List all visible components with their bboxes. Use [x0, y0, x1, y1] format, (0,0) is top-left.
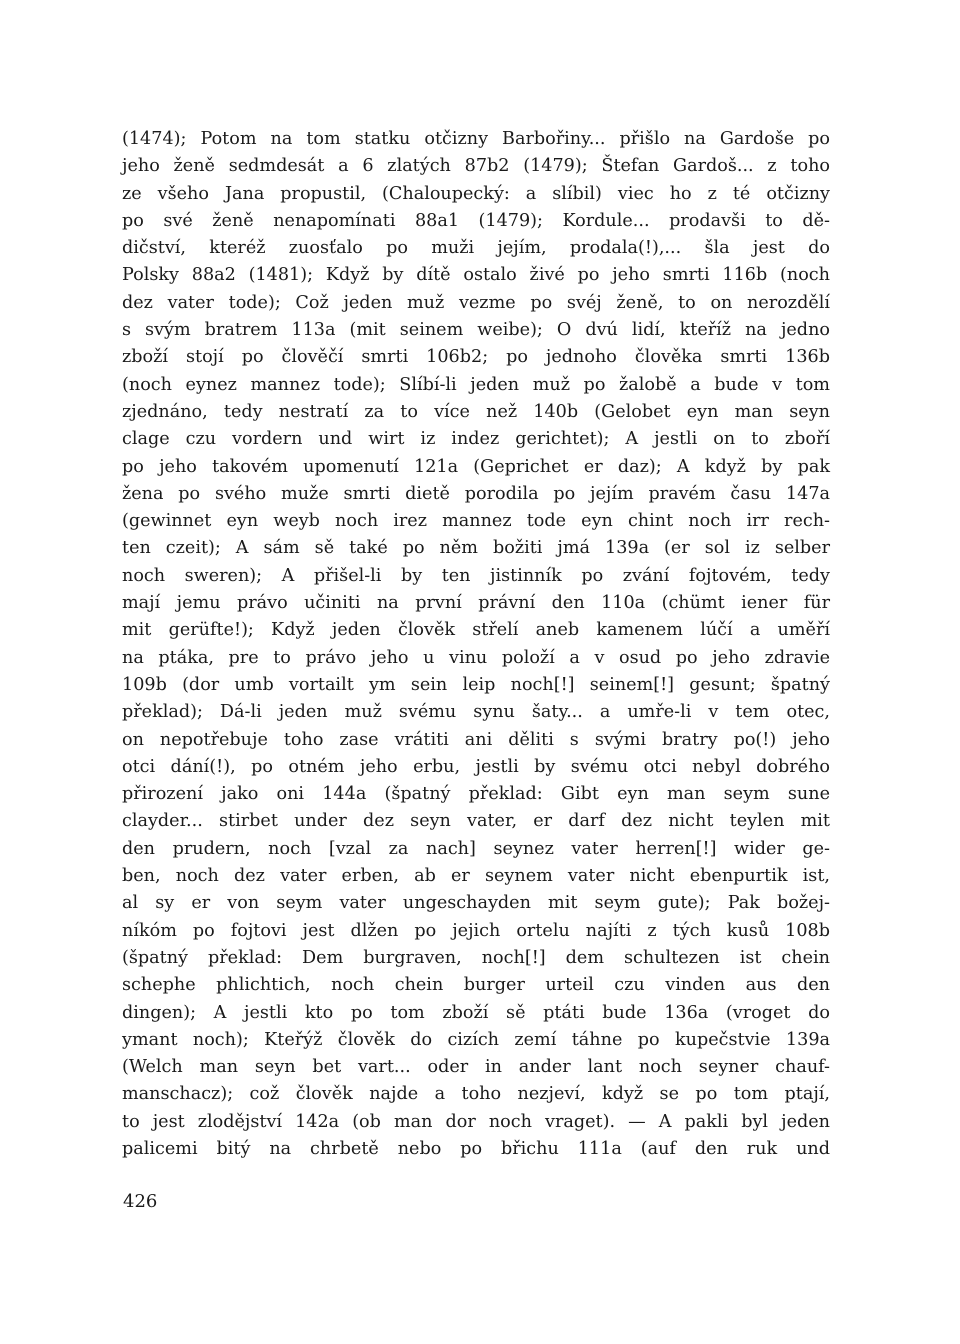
- text-line: (Welch man seyn bet vart... oder in ander lant noch seyner chauf-: [122, 1057, 830, 1078]
- text-line: ten czeit); A sám sě také po něm božiti jmá 139a (er sol iz selber: [122, 538, 830, 559]
- text-line: to jest zlodějství 142a (ob man dor noch vraget). — A pakli byl jeden: [122, 1111, 830, 1132]
- text-line: clayder... stirbet under dez seyn vater, er darf dez nicht teylen mit: [122, 811, 830, 832]
- text-line: jeho ženě sedmdesát a 6 zlatých 87b2 (1479); Štefan Gardoš... z toho: [122, 156, 830, 177]
- text-line: mit gerüfte!); Když jeden člověk střelí aneb kamenem lúčí a uměří: [122, 620, 830, 641]
- text-line: po své ženě nenapomínati 88a1 (1479); Kordule... prodavši to dě-: [122, 210, 830, 231]
- text-line: dičství, kteréž zuosťalo po muži jejím, prodala(!),... šla jest do: [122, 238, 830, 259]
- text-line: al sy er von seym vater ungeschayden mit seym gute); Pak božej-: [122, 893, 830, 914]
- text-line: (1474); Potom na tom statku otčizny Barbořiny... přišlo na Gardoše po: [122, 129, 830, 149]
- text-line: noch sweren); A přišel-li by ten jistinník po zvání fojtovém, tedy: [122, 565, 830, 586]
- text-line: mají jemu právo učiniti na první právní den 110a (chümt iener für: [122, 593, 830, 614]
- text-line: s svým bratrem 113a (mit seinem weibe); O dvú lidí, kteříž na jedno: [122, 320, 830, 341]
- text-line: (noch eynez mannez tode); Slíbí-li jeden muž po žalobě a bude v tom: [122, 374, 830, 395]
- text-line: den prudern, noch [vzal za nach] seynez vater herren[!] wider ge-: [122, 838, 830, 859]
- text-line: (špatný překlad: Dem burgraven, noch[!] dem schultezen ist chein: [122, 947, 830, 968]
- page-number: 426: [123, 1191, 158, 1212]
- text-line: překlad); Dá-li jeden muž svému synu šaty... a umře-li v tem otec,: [122, 702, 830, 723]
- text-line: palicemi bitý na chrbetě nebo po břichu 111a (auf den ruk und: [122, 1138, 830, 1159]
- text-line: ben, noch dez vater erben, ab er seynem vater nicht ebenpurtik ist,: [122, 866, 830, 887]
- text-line: níkóm po fojtovi jest dlžen po jejich ortelu najíti z tých kusů 108b: [122, 920, 830, 941]
- text-line: přirození jako oni 144a (špatný překlad: Gibt eyn man seym sune: [122, 784, 830, 805]
- text-line: na ptáka, pre to právo jeho u vinu položí a v osud po jeho zdravie: [122, 647, 830, 668]
- text-line: on nepotřebuje toho zase vrátiti ani děliti s svými bratry po(!) jeho: [122, 729, 830, 750]
- text-line: clage czu vordern und wirt iz indez gerichtet); A jestli on to zboří: [122, 429, 830, 450]
- text-line: schephe phlichtich, noch chein burger urteil czu vinden aus den: [122, 975, 830, 996]
- body-text: [122, 126, 830, 1163]
- text-line: ze všeho Jana propustil, (Chaloupecký: a slíbil) viec ho z té otčizny: [122, 183, 830, 204]
- text-line: 109b (dor umb vortailt ym sein leip noch[!] seinem[!] gesunt; špatný: [122, 674, 830, 695]
- text-line: dingen); A jestli kto po tom zboží sě ptáti bude 136a (vroget do: [122, 1002, 830, 1023]
- text-line: zjednáno, tedy nestratí za to více než 140b (Gelobet eyn man seyn: [122, 401, 830, 422]
- text-line: (gewinnet eyn weyb noch irez mannez tode eyn chint noch irr rech-: [122, 511, 830, 532]
- text-line: zboží stojí po člověčí smrti 106b2; po jednoho člověka smrti 136b: [122, 347, 830, 368]
- text-line: otci dání(!), po otném jeho erbu, jestli by svému otci nebyl dobrého: [122, 756, 830, 777]
- text-line: ymant noch); Kteřýž člověk do cizích zemí táhne po kupečstvie 139a: [122, 1029, 830, 1050]
- text-line: žena po svého muže smrti dietě porodila po jejím pravém času 147a: [122, 483, 830, 504]
- text-line: dez vater tode); Což jeden muž vezme po svéj ženě, to on nerozdělí: [122, 292, 830, 313]
- text-line: manschacz); což člověk najde a toho nezjeví, když se po tom ptají,: [122, 1084, 830, 1105]
- text-line: po jeho takovém upomenutí 121a (Geprichet er daz); A když by pak: [122, 456, 830, 477]
- text-line: Polsky 88a2 (1481); Když by dítě ostalo živé po jeho smrti 116b (noch: [122, 265, 830, 286]
